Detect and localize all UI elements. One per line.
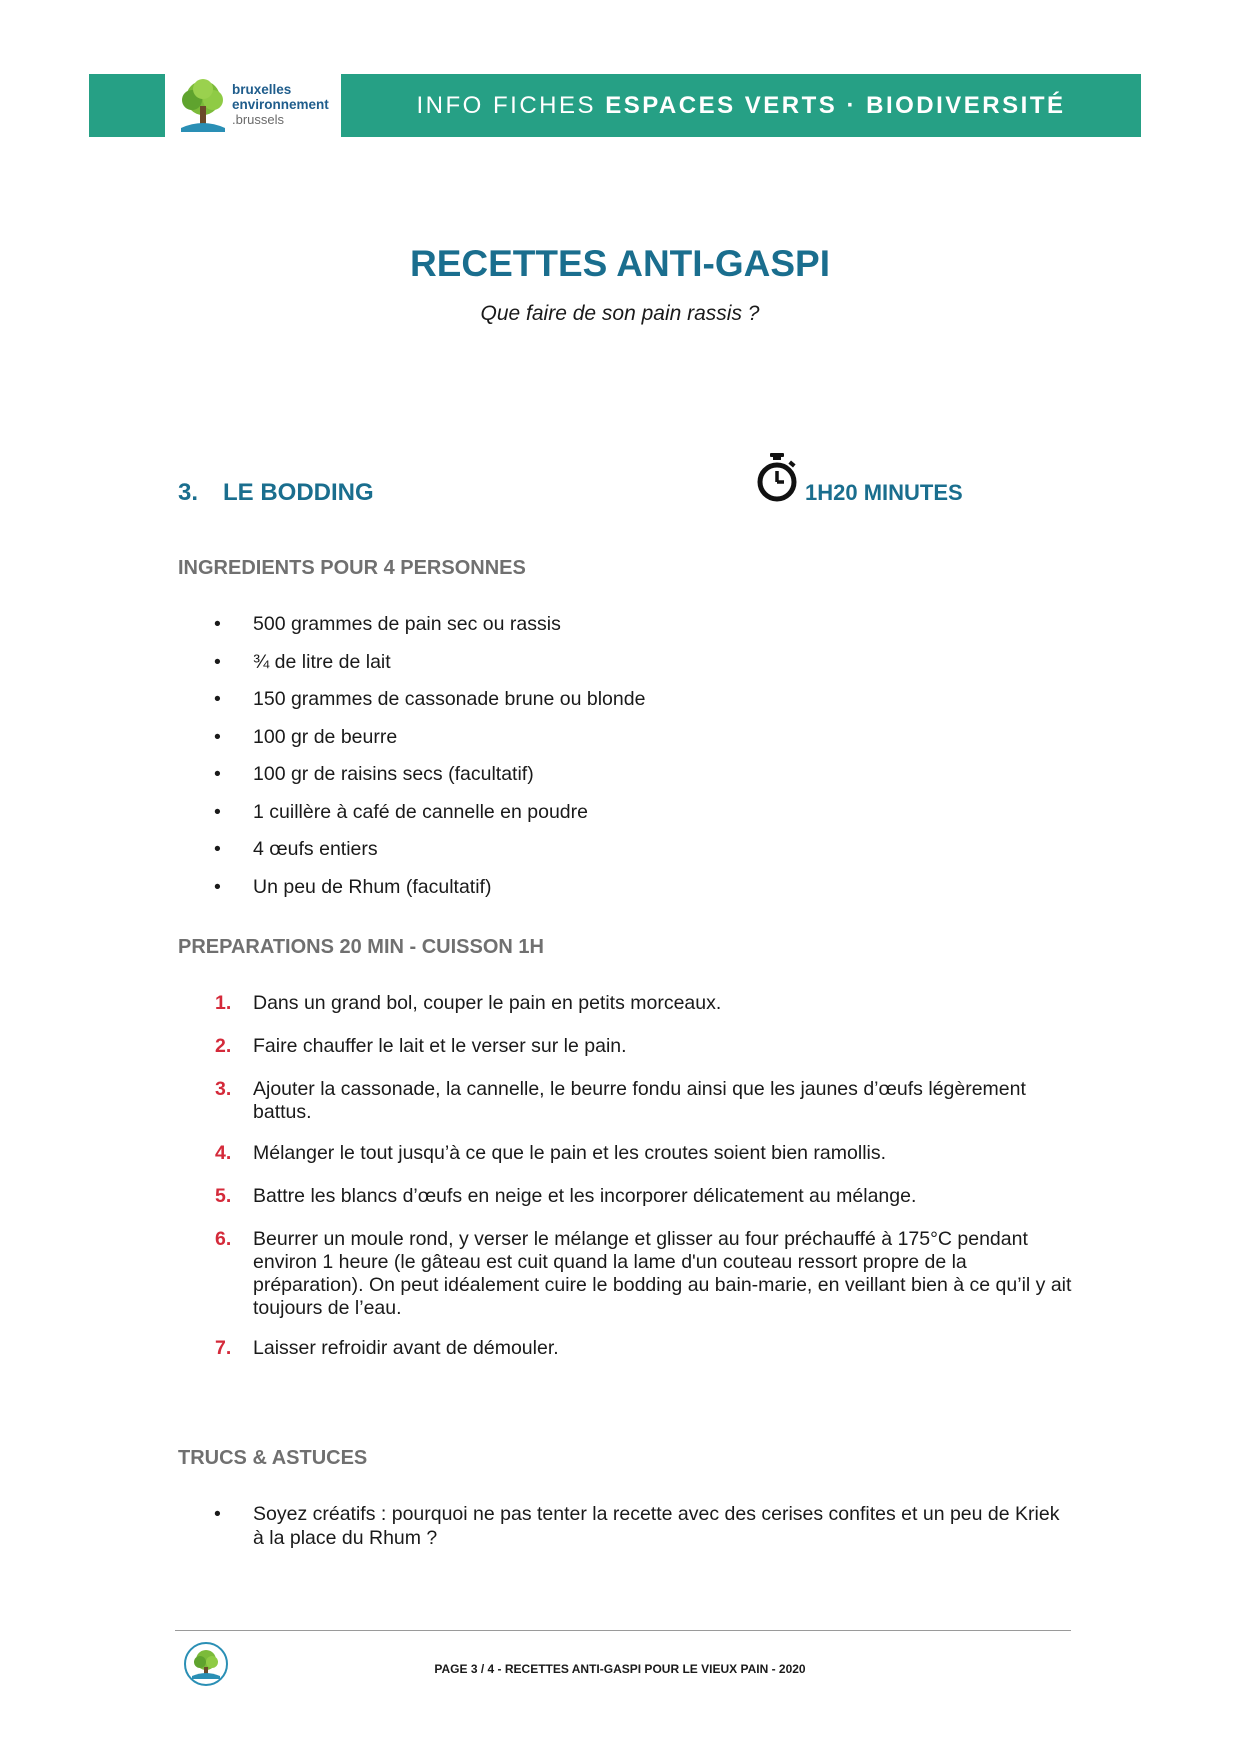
logo-wordmark [232, 82, 329, 127]
ingredients-heading: INGREDIENTS POUR 4 PERSONNES [178, 557, 526, 579]
tips-list [178, 1502, 1078, 1550]
cooking-duration: 1H20 MINUTES [805, 480, 963, 505]
page-title: RECETTES ANTI-GASPI [409, 243, 831, 284]
tip-item [178, 1502, 1078, 1550]
footer-divider [175, 1630, 1071, 1631]
header-title-light: INFO FICHES [416, 91, 597, 119]
ingredient-text: 500 grammes de pain sec ou rassis [253, 613, 561, 635]
step-number: 6. [215, 1228, 232, 1250]
page-subtitle: Que faire de son pain rassis ? [480, 302, 760, 325]
step-number: 7. [215, 1337, 232, 1359]
preparation-heading: PREPARATIONS 20 MIN - CUISSON 1H [178, 936, 544, 958]
step-text: Beurrer un moule rond, y verser le mélange et glisser au four préchauffé à 175°C pendant environ 1 heure (le gâteau est cuit quand la lame d'un couteau ressort propre de la préparation). On peut idéalement cuire le bodding au bain-marie, en veillant bien à ce qu’il y ait toujours de l’eau. [253, 1228, 1072, 1319]
step-text: Mélanger le tout jusqu’à ce que le pain et les croutes soient bien ramollis. [253, 1142, 887, 1164]
step-number: 4. [215, 1142, 232, 1164]
ingredient-text: 4 œufs entiers [253, 838, 378, 860]
bullet: • [214, 875, 221, 898]
ingredient-text: 100 gr de raisins secs (facultatif) [253, 763, 534, 785]
bullet: • [214, 688, 221, 710]
bullet: • [214, 650, 221, 673]
bullet: • [214, 838, 221, 860]
bullet: • [214, 763, 221, 785]
bullet: • [214, 800, 221, 823]
step-text: Faire chauffer le lait et le verser sur le pain. [253, 1035, 627, 1057]
header-banner-left [89, 74, 165, 137]
step-text: Ajouter la cassonade, la cannelle, le beurre fondu ainsi que les jaunes d’œufs légèrement battus. [253, 1078, 1026, 1123]
bullet: • [214, 613, 221, 635]
ingredient-text: 1 cuillère à café de cannelle en poudre [253, 800, 588, 823]
ingredient-text: 100 gr de beurre [253, 725, 398, 748]
bullet: • [214, 1503, 221, 1525]
header-banner [341, 74, 1141, 137]
step-text: Laisser refroidir avant de démouler. [253, 1337, 559, 1359]
stopwatch-icon [754, 453, 800, 503]
logo-line-2: environnement [232, 97, 329, 112]
section-number: 3. [178, 479, 199, 506]
tips-heading: TRUCS & ASTUCES [178, 1447, 368, 1469]
step-number: 3. [215, 1078, 232, 1100]
step-number: 2. [215, 1035, 232, 1057]
ingredient-text: Un peu de Rhum (facultatif) [253, 875, 492, 898]
section-title: LE BODDING [223, 479, 374, 506]
step-number: 1. [215, 992, 232, 1014]
ingredient-text: ¾ de litre de lait [253, 650, 391, 673]
header-title-bold: ESPACES VERTS · BIODIVERSITÉ [605, 91, 1066, 119]
logo-line-1: bruxelles [232, 82, 292, 97]
step-number: 5. [215, 1185, 232, 1207]
step-text: Dans un grand bol, couper le pain en petits morceaux. [253, 992, 722, 1014]
step-text: Battre les blancs d’œufs en neige et les incorporer délicatement au mélange. [253, 1185, 917, 1207]
tip-text: Soyez créatifs : pourquoi ne pas tenter la recette avec des cerises confites et un peu de Kriek à la place du Rhum ? [253, 1503, 1060, 1549]
bullet: • [214, 725, 221, 748]
ingredient-text: 150 grammes de cassonade brune ou blonde [253, 688, 646, 710]
header-title [417, 92, 1066, 120]
logo-line-3: .brussels [232, 112, 285, 127]
brand-logo [165, 72, 341, 140]
footer-text: PAGE 3 / 4 - RECETTES ANTI-GASPI POUR LE VIEUX PAIN - 2020 [434, 1662, 806, 1676]
tree-logo-icon [177, 78, 229, 132]
